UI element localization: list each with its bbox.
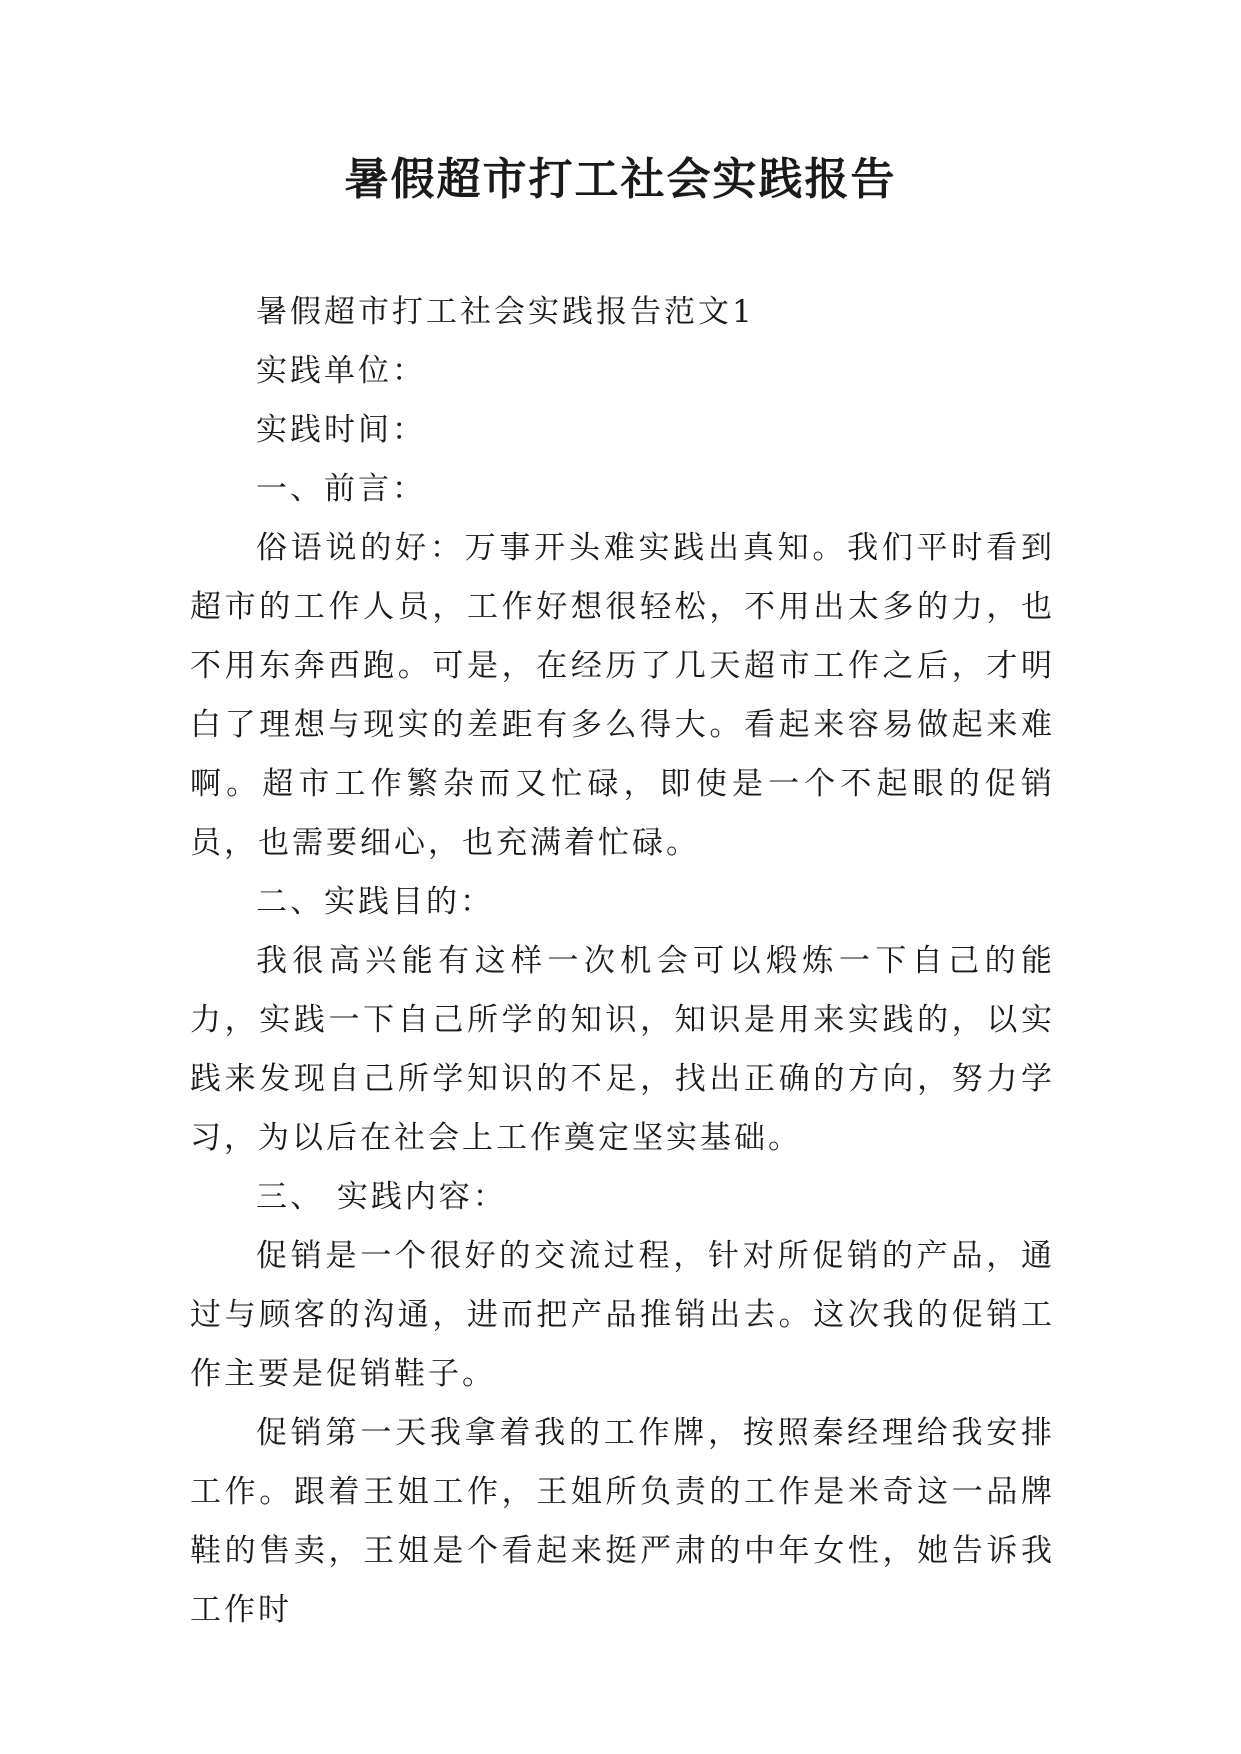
document-body [190,283,1055,1640]
paragraph-preface: 俗语说的好：万事开头难实践出真知。我们平时看到超市的工作人员，工作好想很轻松，不用出太多的力，也不用东奔西跑。可是，在经历了几天超市工作之后，才明白了理想与现实的差距有多么得大。看起来容易做起来难啊。超市工作繁杂而又忙碌，即使是一个不起眼的促销员，也需要细心，也充满着忙碌。 [190,530,1055,861]
paragraph-heading-sample: 暑假超市打工社会实践报告范文1 [256,294,755,330]
document-title: 暑假超市打工社会实践报告 [344,154,897,205]
paragraph-purpose: 我很高兴能有这样一次机会可以煅炼一下自己的能力，实践一下自己所学的知识，知识是用来实践的，以实践来发现自己所学知识的不足，找出正确的方向，努力学习，为以后在社会上工作奠定坚实基础。 [190,943,1055,1156]
section-heading-content: 三、 实践内容： [256,1179,507,1215]
paragraph-practice-unit: 实践单位： [256,353,426,389]
section-heading-purpose: 二、实践目的： [256,884,494,920]
paragraph-content-1: 促销是一个很好的交流过程，针对所促销的产品，通过与顾客的沟通，进而把产品推销出去。这次我的促销工作主要是促销鞋子。 [190,1238,1055,1392]
paragraph-content-2: 促销第一天我拿着我的工作牌，按照秦经理给我安排工作。跟着王姐工作，王姐所负责的工作是米奇这一品牌鞋的售卖，王姐是个看起来挺严肃的中年女性，她告诉我工作时 [190,1415,1055,1628]
section-heading-preface: 一、前言： [256,471,426,507]
paragraph-practice-time: 实践时间： [256,412,426,448]
